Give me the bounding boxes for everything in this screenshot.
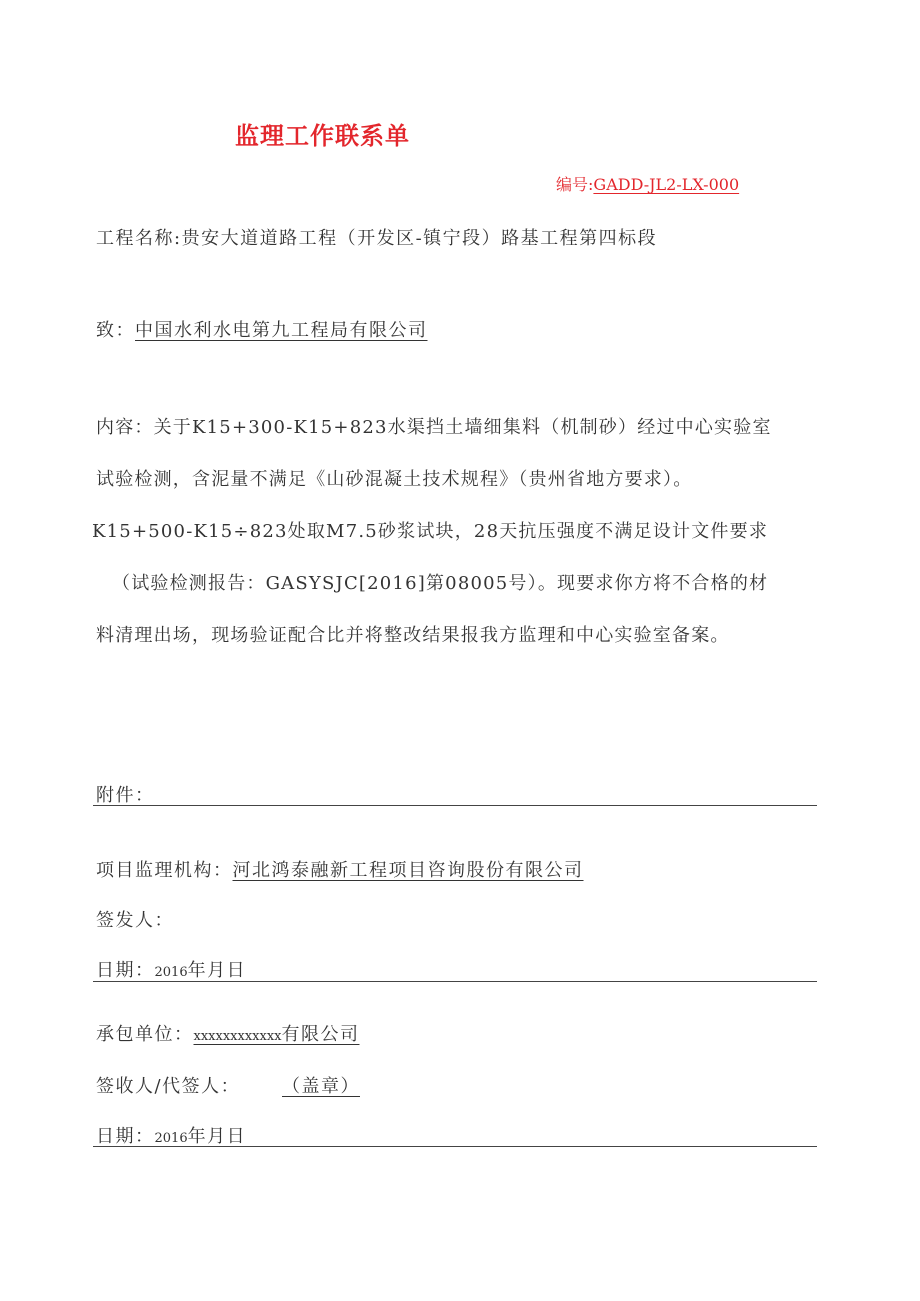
supervisor-org: [96, 856, 584, 882]
content-line: 试验检测，含泥量不满足《山砂混凝土技术规程》（贵州省地方要求）。: [96, 469, 693, 490]
recipient: [96, 316, 428, 342]
receive-date-label: 日期：: [96, 1126, 155, 1147]
contractor: [96, 1020, 359, 1046]
issuer: [96, 906, 174, 932]
project-name-label: 工程名称:: [96, 228, 182, 249]
page-title: 监理工作联系单: [235, 122, 410, 150]
document-number-label: 编号:: [556, 175, 594, 194]
supervisor-org-label: 项目监理机构：: [96, 860, 233, 881]
stamp-field: （盖章）: [282, 1076, 360, 1097]
content-line: 料清理出场，现场验证配合比并将整改结果报我方监理和中心实验室备案。: [96, 625, 730, 646]
content-body: [92, 402, 816, 662]
recipient-label: 致：: [96, 320, 135, 341]
contractor-value: [194, 1024, 360, 1045]
content-line: 内容：关于K15+300-K15+823水渠挡土墙细集料（机制砂）经过中心实验室: [96, 417, 772, 438]
receive-date-year: 2016: [154, 1131, 188, 1146]
attachment: [96, 781, 155, 807]
project-name: [96, 224, 657, 250]
issue-date: [96, 956, 246, 982]
content-line: K15+500-K15÷823处取M7.5砂浆试块，28天抗压强度不满足设计文件要求: [92, 521, 769, 542]
receive-date-suffix: 年月日: [187, 1126, 247, 1147]
project-name-value: 贵安大道道路工程（开发区-镇宁段）路基工程第四标段: [181, 228, 658, 249]
issue-date-suffix: 年月日: [187, 960, 247, 981]
supervisor-org-value: 河北鸿泰融新工程项目咨询股份有限公司: [232, 860, 584, 881]
document-number: [556, 172, 739, 195]
contractor-label: 承包单位：: [96, 1024, 194, 1045]
issue-date-year: 2016: [154, 965, 188, 980]
attachment-label: 附件：: [96, 785, 155, 806]
contractor-value-suffix: 有限公司: [281, 1024, 360, 1045]
divider: [93, 1146, 817, 1147]
divider: [93, 805, 817, 806]
contractor-value-x: xxxxxxxxxxxx: [193, 1029, 282, 1044]
issuer-label: 签发人：: [96, 910, 174, 931]
document-number-value: GADD-JL2-LX-000: [593, 175, 740, 194]
recipient-value: 中国水利水电第九工程局有限公司: [135, 320, 428, 341]
receive-date: [96, 1122, 246, 1148]
signer: [96, 1072, 240, 1098]
signer-label: 签收人/代签人：: [96, 1076, 241, 1097]
content-line: （试验检测报告：GASYSJC[2016]第08005号）。现要求你方将不合格的材: [112, 573, 769, 594]
divider: [93, 981, 817, 982]
issue-date-label: 日期：: [96, 960, 155, 981]
